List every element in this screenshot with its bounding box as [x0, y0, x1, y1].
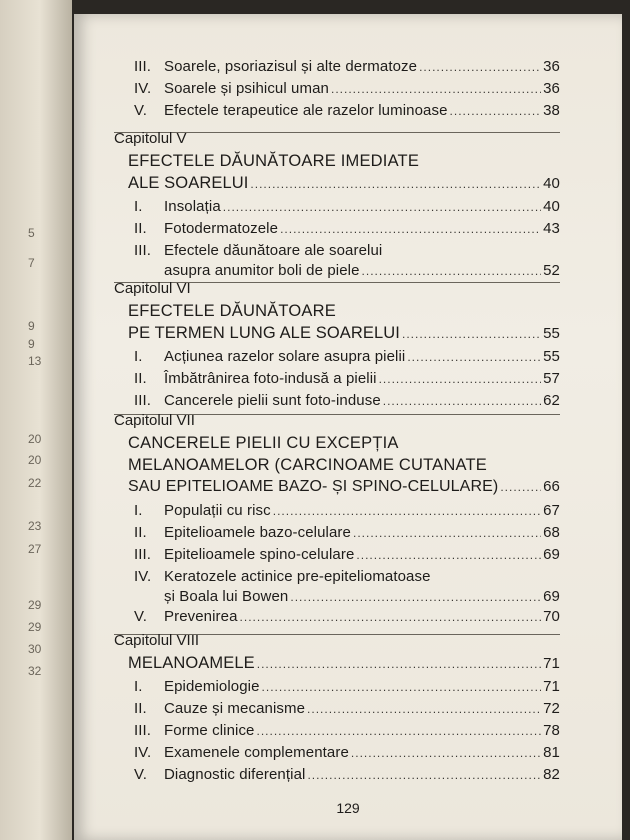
- dot-leader: [273, 504, 541, 518]
- chapter-label: Capitolul VI: [114, 280, 191, 297]
- chapter-label: Capitolul V: [114, 130, 187, 147]
- dot-leader: [351, 746, 541, 760]
- toc-entry: I. Acțiunea razelor solare asupra pielii ..... 55: [134, 348, 560, 365]
- toc-entry: III. Forme clinice ..... 78: [134, 722, 560, 739]
- toc-entry: I. Populații cu risc ..... 67: [134, 502, 560, 519]
- margin-number: 29: [28, 598, 42, 612]
- margin-number: 23: [28, 519, 42, 533]
- toc-entry: IV. Examenele complementare ..... 81: [134, 744, 560, 761]
- toc-entry: V. Efectele terapeutice ale razelor luminoase ..... 38: [134, 102, 560, 119]
- dot-leader: [331, 82, 541, 96]
- dot-leader: [402, 327, 541, 341]
- chapter-title: CANCERELE PIELII CU EXCEPȚIA: [128, 434, 399, 452]
- margin-number: 22: [28, 476, 42, 490]
- dot-leader: [257, 724, 542, 738]
- dot-leader: [290, 590, 541, 604]
- dot-leader: [450, 104, 542, 118]
- dot-leader: [407, 350, 541, 364]
- dot-leader: [500, 480, 541, 494]
- chapter-title-line: SAU EPITELIOAME BAZO- ȘI SPINO-CELULARE) ..... 66: [128, 478, 560, 496]
- chapter-title-line: PE TERMEN LUNG ALE SOARELUI ..... 55: [128, 324, 560, 343]
- dot-leader: [356, 548, 541, 562]
- toc-entry: IV. Soarele și psihicul uman ..... 36: [134, 80, 560, 97]
- toc-entry: III. Soarele, psoriazisul și alte dermatoze ..... 36: [134, 58, 560, 75]
- chapter-title-line: MELANOAMELE ..... 71: [128, 654, 560, 673]
- dot-leader: [307, 768, 541, 782]
- toc-entry: IV. Keratozele actinice pre-epiteliomatoase: [134, 568, 431, 585]
- dot-leader: [362, 264, 542, 278]
- margin-number: 5: [28, 226, 35, 240]
- toc-entry: I. Insolația ..... 40: [134, 198, 560, 215]
- toc-entry-continued: asupra anumitor boli de piele ..... 52: [164, 262, 560, 279]
- dot-leader: [419, 60, 541, 74]
- toc-entry: V. Diagnostic diferențial ..... 82: [134, 766, 560, 783]
- toc-entry: II. Fotodermatozele ..... 43: [134, 220, 560, 237]
- dot-leader: [379, 372, 542, 386]
- margin-number: 9: [28, 319, 35, 333]
- dot-leader: [250, 177, 541, 191]
- margin-number: 32: [28, 664, 42, 678]
- toc-entry: I. Epidemiologie ..... 71: [134, 678, 560, 695]
- facing-page-edge: [0, 0, 72, 840]
- chapter-title: EFECTELE DĂUNĂTOARE: [128, 302, 336, 320]
- margin-number: 27: [28, 542, 42, 556]
- dot-leader: [353, 526, 541, 540]
- chapter-title: MELANOAMELOR (CARCINOAME CUTANATE: [128, 456, 487, 474]
- chapter-title: EFECTELE DĂUNĂTOARE IMEDIATE: [128, 152, 420, 170]
- chapter-title-line: ALE SOARELUI ..... 40: [128, 174, 560, 193]
- margin-number: 29: [28, 620, 42, 634]
- margin-number: 9: [28, 337, 35, 351]
- book-page: [74, 14, 622, 840]
- dot-leader: [383, 394, 541, 408]
- toc-entry: II. Cauze și mecanisme ..... 72: [134, 700, 560, 717]
- dot-leader: [257, 657, 541, 671]
- margin-number: 20: [28, 453, 42, 467]
- toc-entry: II. Epitelioamele bazo-celulare ..... 68: [134, 524, 560, 541]
- dot-leader: [280, 222, 541, 236]
- dot-leader: [223, 200, 541, 214]
- toc-entry: II. Îmbătrânirea foto-indusă a pielii ..... 57: [134, 370, 560, 387]
- margin-number: 7: [28, 256, 35, 270]
- toc-entry: III. Epitelioamele spino-celulare ..... 69: [134, 546, 560, 563]
- margin-number: 30: [28, 642, 42, 656]
- dot-leader: [240, 610, 542, 624]
- margin-number: 13: [28, 354, 42, 368]
- page-number: 129: [336, 800, 360, 816]
- dot-leader: [307, 702, 541, 716]
- toc-entry: III. Cancerele pielii sunt foto-induse ..... 62: [134, 392, 560, 409]
- chapter-label: Capitolul VIII: [114, 632, 200, 649]
- toc-entry-continued: și Boala lui Bowen ..... 69: [164, 588, 560, 605]
- dot-leader: [262, 680, 542, 694]
- toc-entry: III. Efectele dăunătoare ale soarelui: [134, 242, 383, 259]
- chapter-label: Capitolul VII: [114, 412, 195, 429]
- margin-number: 20: [28, 432, 42, 446]
- toc-entry: V. Prevenirea ..... 70: [134, 608, 560, 625]
